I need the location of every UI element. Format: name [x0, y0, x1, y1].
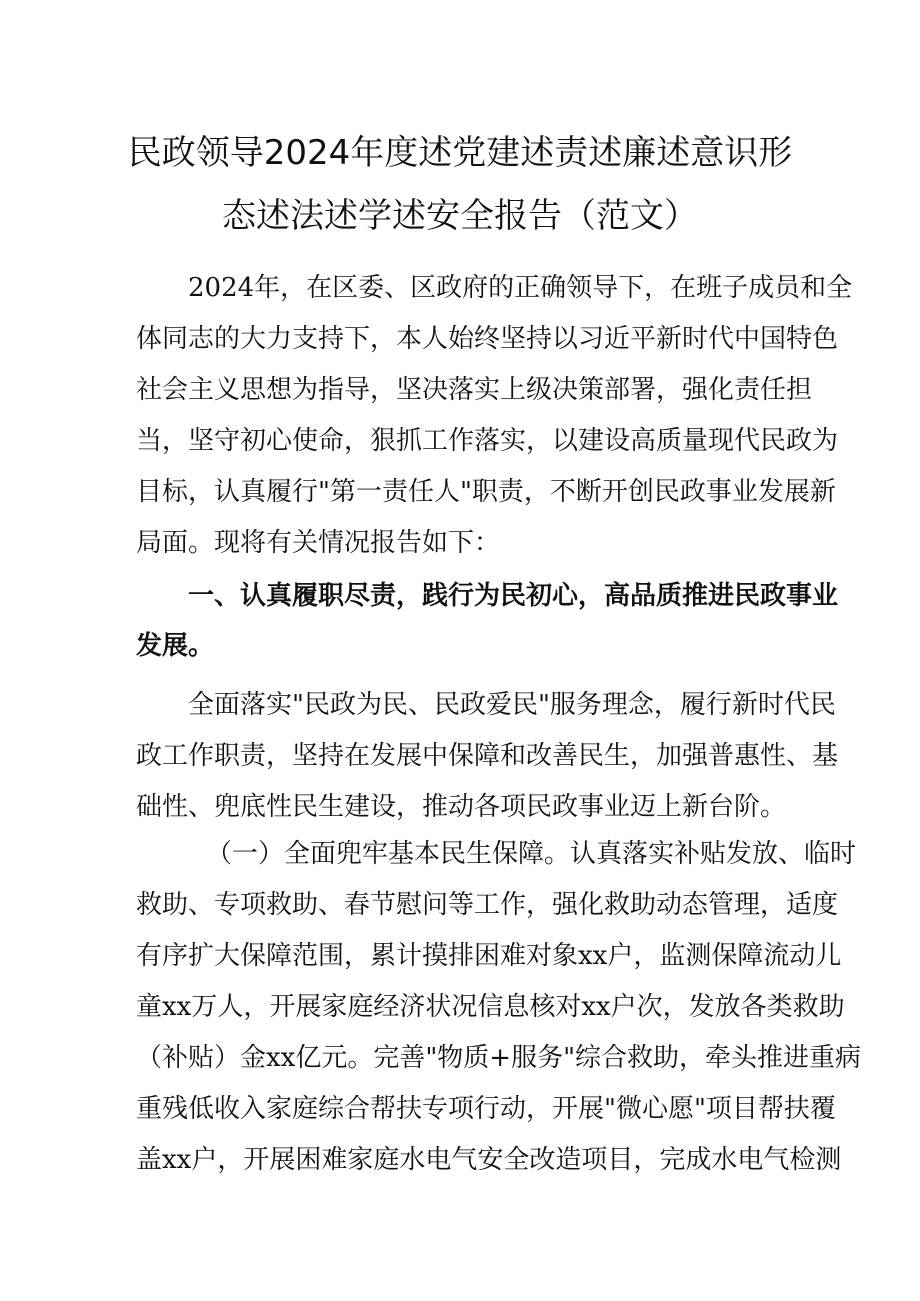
paragraph-line: 全面落实"民政为民、民政爱民"服务理念，履行新时代民 — [188, 690, 836, 720]
paragraph-line: （一）全面兜牢基本民生保障。认真落实补贴发放、临时 — [206, 839, 857, 869]
paragraph-line: 重残低收入家庭综合帮扶专项行动，开展"微心愿"项目帮扶覆 — [136, 1094, 836, 1124]
paragraph-line: 目标，认真履行"第一责任人"职责，不断开创民政事业发展新 — [136, 477, 836, 507]
paragraph-line: 当，坚守初心使命，狠抓工作落实，以建设高质量现代民政为 — [136, 426, 839, 456]
paragraph-line: 体同志的大力支持下，本人始终坚持以习近平新时代中国特色 — [136, 324, 839, 354]
paragraph-line: 有序扩大保障范围，累计摸排困难对象xx户，监测保障流动儿 — [136, 941, 842, 971]
document-title-line-1: 民政领导2024年度述党建述责述廉述意识形 — [127, 133, 793, 173]
paragraph-line: 政工作职责，坚持在发展中保障和改善民生，加强普惠性、基 — [136, 741, 839, 771]
heading-line: 一、认真履职尽责，践行为民初心，高品质推进民政事业 — [188, 581, 839, 611]
intro-paragraph — [136, 263, 853, 569]
paragraph-line: 础性、兜底性民生建设，推动各项民政事业迈上新台阶。 — [136, 792, 787, 822]
section-heading-1 — [136, 571, 839, 671]
paragraph-line: 局面。现将有关情况报告如下： — [136, 528, 501, 558]
paragraph-line: 童xx万人，开展家庭经济状况信息核对xx户次，发放各类救助 — [136, 992, 845, 1022]
document-title-line-2: 态述法述学述安全报告（范文） — [222, 196, 698, 236]
heading-line: 发展。 — [136, 631, 215, 661]
section-1-paragraph — [136, 680, 839, 833]
paragraph-line: 社会主义思想为指导，坚决落实上级决策部署，强化责任担 — [136, 375, 813, 405]
paragraph-line: 2024年，在区委、区政府的正确领导下，在班子成员和全 — [188, 273, 853, 303]
paragraph-line: （补贴）金xx亿元。完善"物质+服务"综合救助，牵头推进重病 — [136, 1043, 862, 1073]
subsection-1-paragraph — [136, 829, 862, 1186]
paragraph-line: 救助、专项救助、春节慰问等工作，强化救助动态管理，适度 — [136, 890, 839, 920]
paragraph-line: 盖xx户，开展困难家庭水电气安全改造项目，完成水电气检测 — [136, 1145, 842, 1175]
